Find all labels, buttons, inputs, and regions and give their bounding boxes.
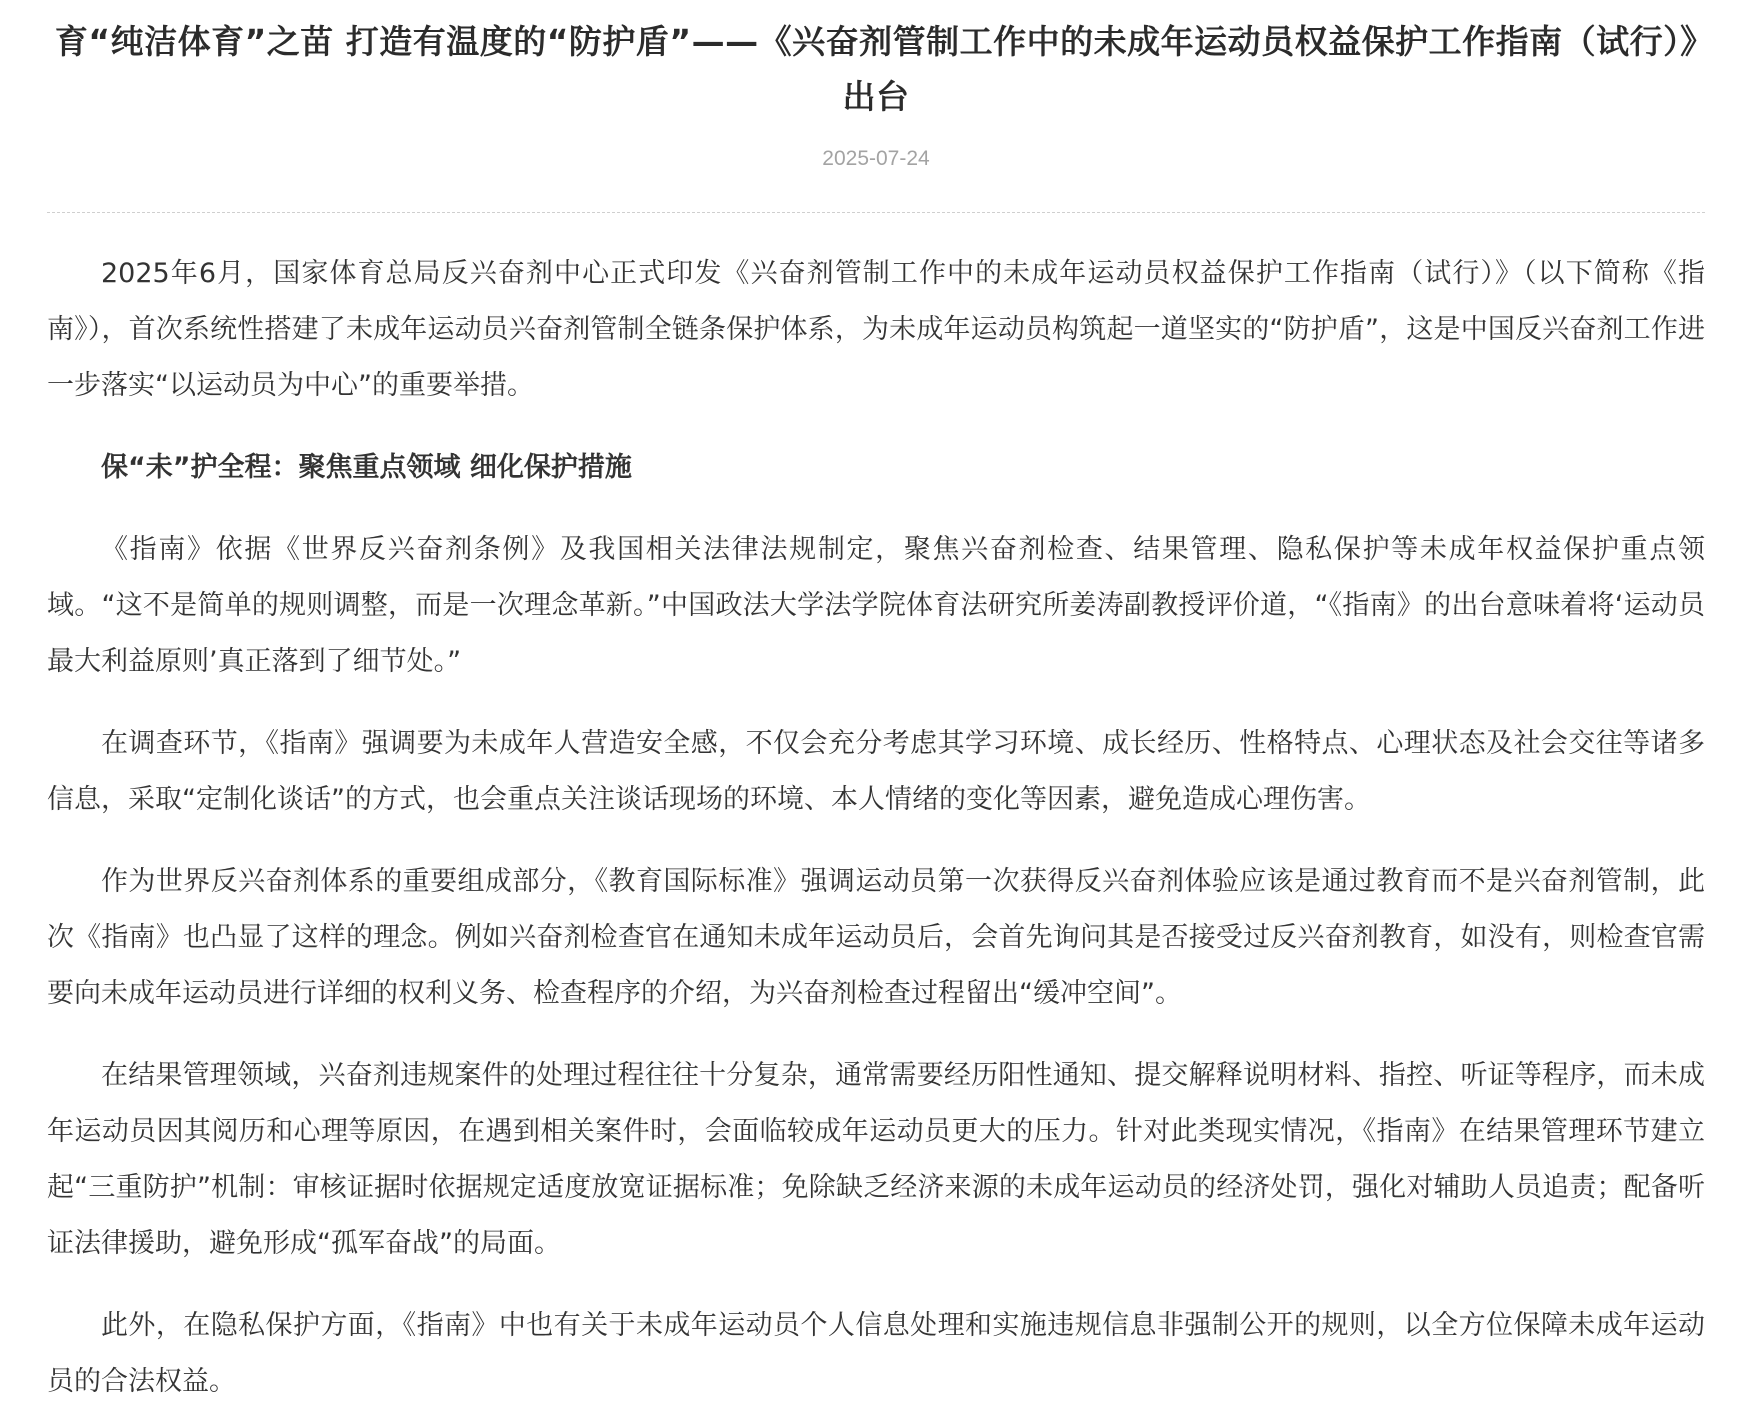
- publish-date: 2025-07-24: [822, 147, 930, 170]
- article-title: 育“纯洁体育”之苗 打造有温度的“防护盾”——《兴奋剂管制工作中的未成年运动员权益保护工作指南（试行）》出台: [54, 22, 1698, 116]
- paragraph-investigation: 在调查环节，《指南》强调要为未成年人营造安全感，不仅会充分考虑其学习环境、成长经历、性格特点、心理状态及社会交往等诸多信息，采取“定制化谈话”的方式，也会重点关注谈话现场的环境、本人情绪的变化等因素，避免造成心理伤害。: [47, 728, 1705, 815]
- paragraph-education: 作为世界反兴奋剂体系的重要组成部分，《教育国际标准》强调运动员第一次获得反兴奋剂体验应该是通过教育而不是兴奋剂管制，此次《指南》也凸显了这样的理念。例如兴奋剂检查官在通知未成年运动员后，会首先询问其是否接受过反兴奋剂教育，如没有，则检查官需要向未成年运动员进行详细的权利义务、检查程序的介绍，为兴奋剂检查过程留出“缓冲空间”。: [47, 866, 1705, 1009]
- paragraph-guideline-basis: 《指南》依据《世界反兴奋剂条例》及我国相关法律法规制定，聚焦兴奋剂检查、结果管理、隐私保护等未成年权益保护重点领域。“这不是简单的规则调整，而是一次理念革新。”中国政法大学法学院体育法研究所姜涛副教授评价道，“《指南》的出台意味着将‘运动员最大利益原则’真正落到了细节处。”: [47, 534, 1705, 677]
- title-divider: [47, 212, 1705, 213]
- section-subheading: 保“未”护全程：聚焦重点领域 细化保护措施: [101, 452, 632, 483]
- article-body: [47, 246, 1705, 1410]
- paragraph-results-management: 在结果管理领域，兴奋剂违规案件的处理过程往往十分复杂，通常需要经历阳性通知、提交解释说明材料、指控、听证等程序，而未成年运动员因其阅历和心理等原因，在遇到相关案件时，会面临较成年运动员更大的压力。针对此类现实情况，《指南》在结果管理环节建立起“三重防护”机制：审核证据时依据规定适度放宽证据标准；免除缺乏经济来源的未成年运动员的经济处罚，强化对辅助人员追责；配备听证法律援助，避免形成“孤军奋战”的局面。: [47, 1060, 1705, 1259]
- paragraph-privacy: 此外，在隐私保护方面，《指南》中也有关于未成年运动员个人信息处理和实施违规信息非强制公开的规则，以全方位保障未成年运动员的合法权益。: [47, 1310, 1705, 1397]
- paragraph-intro: 2025年6月，国家体育总局反兴奋剂中心正式印发《兴奋剂管制工作中的未成年运动员权益保护工作指南（试行）》（以下简称《指南》），首次系统性搭建了未成年运动员兴奋剂管制全链条保护体系，为未成年运动员构筑起一道坚实的“防护盾”，这是中国反兴奋剂工作进一步落实“以运动员为中心”的重要举措。: [47, 258, 1705, 401]
